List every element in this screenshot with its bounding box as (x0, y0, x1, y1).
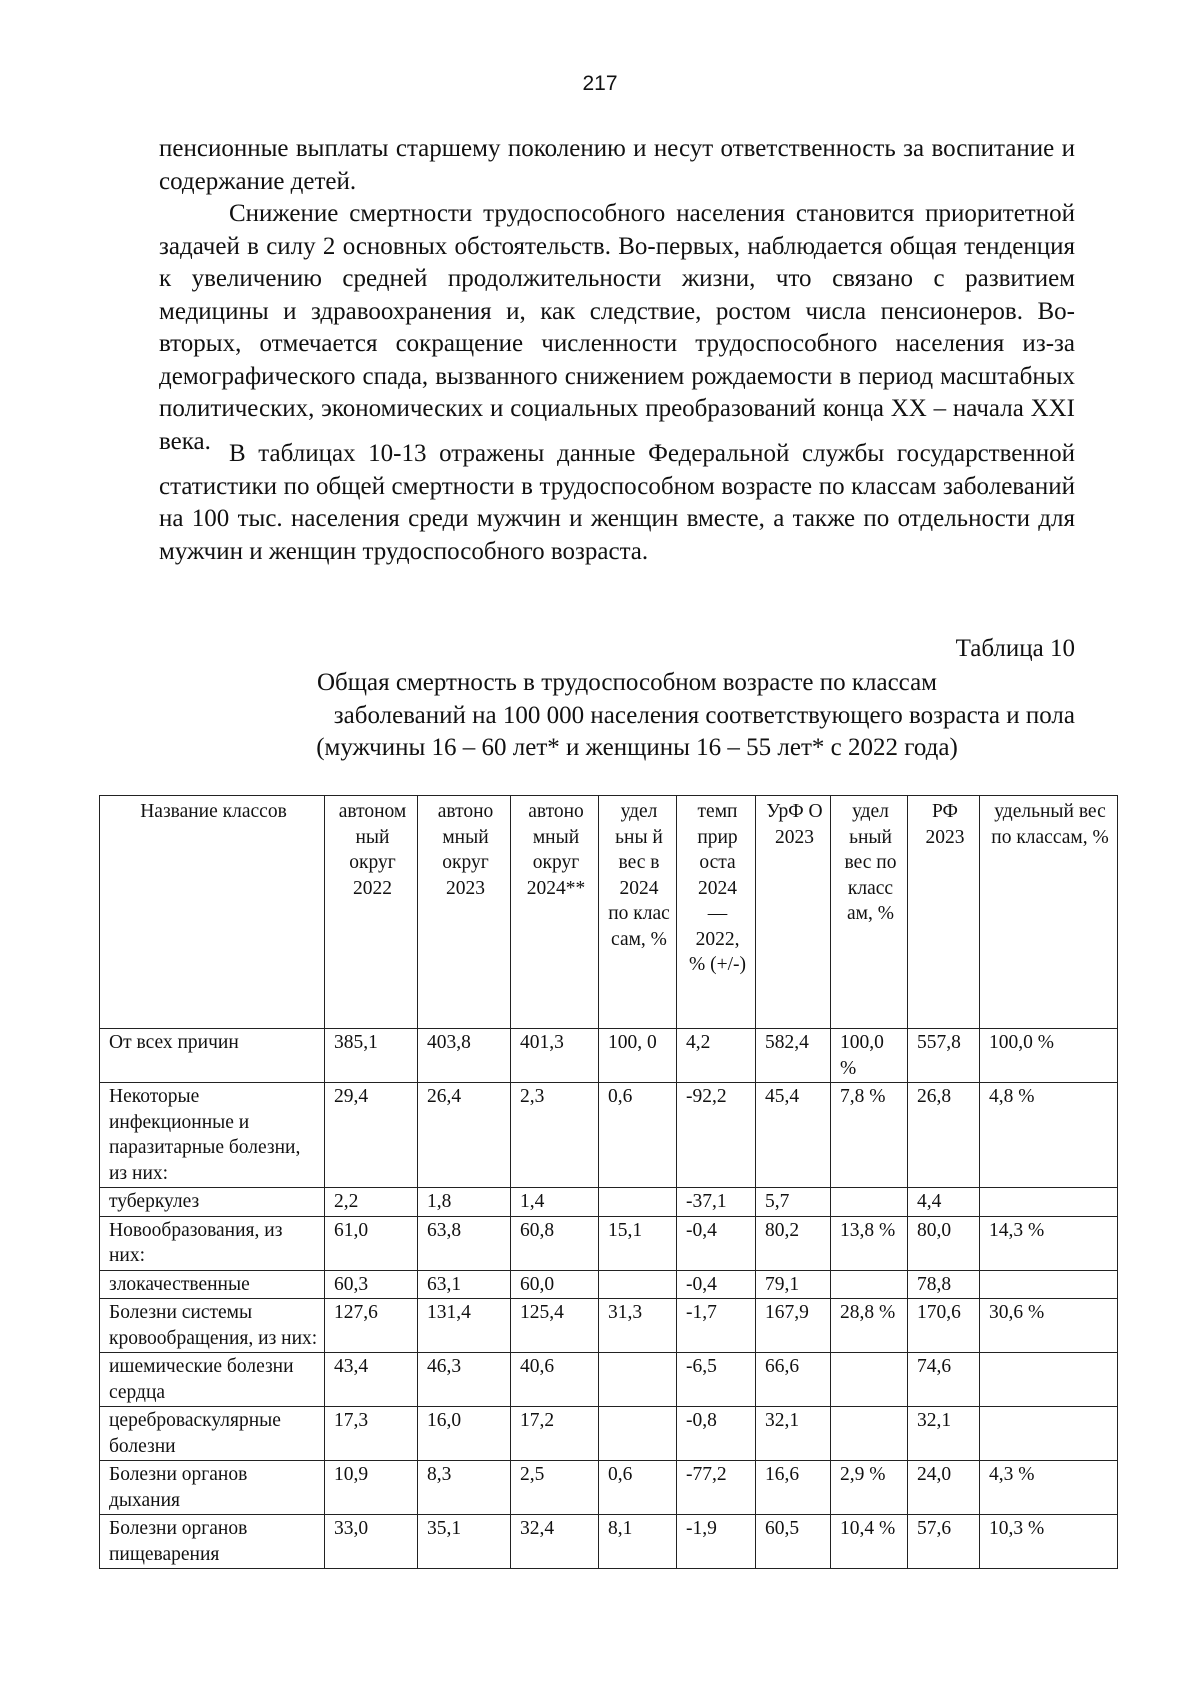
table-cell: 57,6 (908, 1515, 980, 1569)
table-cell: 100,0 % (980, 1029, 1118, 1083)
table-cell (980, 1407, 1118, 1461)
table-cell: 13,8 % (831, 1216, 908, 1270)
table-cell: 16,0 (418, 1407, 511, 1461)
table-cell: 61,0 (325, 1216, 418, 1270)
table-cell: 26,4 (418, 1083, 511, 1188)
table-cell: 74,6 (908, 1353, 980, 1407)
table-row (100, 1407, 1118, 1461)
table-body (100, 1029, 1118, 1569)
table-row (100, 1270, 1118, 1299)
table-cell: 2,9 % (831, 1461, 908, 1515)
column-header-2: автоно мный округ 2023 (418, 796, 511, 1029)
table-cell: 0,6 (599, 1083, 677, 1188)
table-row (100, 1083, 1118, 1188)
table-cell (599, 1407, 677, 1461)
row-label-cell: туберкулез (100, 1188, 325, 1217)
table-row (100, 1029, 1118, 1083)
table-title-line-2: заболеваний на 100 000 населения соответствующего возраста и пола (333, 701, 1075, 729)
table-cell: -77,2 (677, 1461, 756, 1515)
table-cell: 24,0 (908, 1461, 980, 1515)
table-label: Таблица 10 (955, 635, 1075, 662)
table-row (100, 1461, 1118, 1515)
column-header-7: удел ьный вес по класс ам, % (831, 796, 908, 1029)
table-cell: 17,2 (511, 1407, 599, 1461)
table-cell (831, 1188, 908, 1217)
column-header-4: удел ьны й вес в 2024 по клас сам, % (599, 796, 677, 1029)
table-cell: 14,3 % (980, 1216, 1118, 1270)
table-cell: 32,4 (511, 1515, 599, 1569)
table-cell: 131,4 (418, 1299, 511, 1353)
table-cell: 60,5 (756, 1515, 831, 1569)
table-title (159, 667, 1075, 765)
row-label-cell: Болезни системы кровообращения, из них: (100, 1299, 325, 1353)
table-cell: 7,8 % (831, 1083, 908, 1188)
table-cell: 2,3 (511, 1083, 599, 1188)
table-cell: 10,9 (325, 1461, 418, 1515)
table-cell: 35,1 (418, 1515, 511, 1569)
table-cell: 46,3 (418, 1353, 511, 1407)
page-number: 217 (582, 72, 618, 95)
table-cell: 30,6 % (980, 1299, 1118, 1353)
table-row (100, 1188, 1118, 1217)
table-cell: 66,6 (756, 1353, 831, 1407)
table-title-line-1: Общая смертность в трудоспособном возрасте по классам (317, 669, 937, 696)
table-cell: 60,0 (511, 1270, 599, 1299)
table-cell: 557,8 (908, 1029, 980, 1083)
table-cell: -1,9 (677, 1515, 756, 1569)
column-header-3: автоно мный округ 2024** (511, 796, 599, 1029)
column-header-5: темп прир оста 2024 — 2022, % (+/-) (677, 796, 756, 1029)
table-cell: 40,6 (511, 1353, 599, 1407)
table-cell: 125,4 (511, 1299, 599, 1353)
table-cell: 16,6 (756, 1461, 831, 1515)
table-row (100, 1299, 1118, 1353)
table-cell: -1,7 (677, 1299, 756, 1353)
table-cell: 2,5 (511, 1461, 599, 1515)
paragraph-1: пенсионные выплаты старшему поколению и несут ответственность за воспитание и содержание детей. (159, 135, 1075, 195)
table-cell: -0,8 (677, 1407, 756, 1461)
table-cell: 10,3 % (980, 1515, 1118, 1569)
table-cell: 4,8 % (980, 1083, 1118, 1188)
table-cell: 4,3 % (980, 1461, 1118, 1515)
row-label-cell: Болезни органов дыхания (100, 1461, 325, 1515)
paragraph-3: В таблицах 10-13 отражены данные Федеральной службы государственной статистики по общей смертности в трудоспособном возрасте по классам заболеваний на 100 тыс. населения среди мужчин и женщин вместе, а также по отдельности для мужчин и женщин трудоспособного возраста. (159, 440, 1075, 565)
table-cell: 15,1 (599, 1216, 677, 1270)
table-cell: -92,2 (677, 1083, 756, 1188)
table-cell: 45,4 (756, 1083, 831, 1188)
table-cell: -0,4 (677, 1270, 756, 1299)
table-cell: 167,9 (756, 1299, 831, 1353)
table-cell: 33,0 (325, 1515, 418, 1569)
table-cell: 79,1 (756, 1270, 831, 1299)
table-row (100, 1353, 1118, 1407)
table-cell: 63,1 (418, 1270, 511, 1299)
table-cell: 170,6 (908, 1299, 980, 1353)
column-header-8: РФ 2023 (908, 796, 980, 1029)
table-cell: 127,6 (325, 1299, 418, 1353)
row-label-cell: Новообразования, из них: (100, 1216, 325, 1270)
table-cell: 10,4 % (831, 1515, 908, 1569)
table-cell: 78,8 (908, 1270, 980, 1299)
table-cell: 5,7 (756, 1188, 831, 1217)
row-label-cell: От всех причин (100, 1029, 325, 1083)
table-cell: 80,2 (756, 1216, 831, 1270)
table-cell: 2,2 (325, 1188, 418, 1217)
row-label-cell: злокачественные (100, 1270, 325, 1299)
table-cell: 4,2 (677, 1029, 756, 1083)
table-cell: 31,3 (599, 1299, 677, 1353)
table-cell (980, 1188, 1118, 1217)
table-cell: 385,1 (325, 1029, 418, 1083)
column-header-0: Название классов (100, 796, 325, 1029)
table-cell (831, 1353, 908, 1407)
table-cell: 4,4 (908, 1188, 980, 1217)
row-label-cell: цереброваскулярные болезни (100, 1407, 325, 1461)
row-label-cell: Болезни органов пищеварения (100, 1515, 325, 1569)
table-cell (980, 1270, 1118, 1299)
column-header-6: УрФ О 2023 (756, 796, 831, 1029)
table-cell: 403,8 (418, 1029, 511, 1083)
table-cell: -0,4 (677, 1216, 756, 1270)
table-cell: -37,1 (677, 1188, 756, 1217)
table-cell: 28,8 % (831, 1299, 908, 1353)
table-cell (980, 1353, 1118, 1407)
table-cell: 100, 0 (599, 1029, 677, 1083)
table-cell: -6,5 (677, 1353, 756, 1407)
row-label-cell: Некоторые инфекционные и паразитарные болезни, из них: (100, 1083, 325, 1188)
table-cell: 1,8 (418, 1188, 511, 1217)
table-cell: 32,1 (756, 1407, 831, 1461)
table-cell: 29,4 (325, 1083, 418, 1188)
table-cell: 80,0 (908, 1216, 980, 1270)
table-cell (599, 1353, 677, 1407)
table-cell: 8,1 (599, 1515, 677, 1569)
table-cell: 0,6 (599, 1461, 677, 1515)
table-cell (831, 1407, 908, 1461)
table-title-line-3: (мужчины 16 – 60 лет* и женщины 16 – 55 лет* с 2022 года) (316, 734, 958, 761)
table-cell: 17,3 (325, 1407, 418, 1461)
table-cell: 8,3 (418, 1461, 511, 1515)
table-header-row (100, 796, 1118, 1029)
table-cell: 100,0 % (831, 1029, 908, 1083)
table-cell: 401,3 (511, 1029, 599, 1083)
table-cell (599, 1270, 677, 1299)
mortality-table (99, 795, 1118, 1569)
table-cell: 60,3 (325, 1270, 418, 1299)
column-header-1: автоном ный округ 2022 (325, 796, 418, 1029)
table-cell: 60,8 (511, 1216, 599, 1270)
table-row (100, 1216, 1118, 1270)
table-cell (831, 1270, 908, 1299)
row-label-cell: ишемические болезни сердца (100, 1353, 325, 1407)
table-cell: 32,1 (908, 1407, 980, 1461)
table-row (100, 1515, 1118, 1569)
table-cell: 43,4 (325, 1353, 418, 1407)
table-cell: 1,4 (511, 1188, 599, 1217)
table-cell (599, 1188, 677, 1217)
column-header-9: удельный вес по классам, % (980, 796, 1118, 1029)
paragraph-2: Снижение смертности трудоспособного населения становится приоритетной задачей в силу 2 основных обстоятельств. Во-первых, наблюдается общая тенденция к увеличению средней продолжительности жизни, что связано с развитием медицины и здравоохранения и, как следствие, ростом числа пенсионеров. Во-вторых, отмечается сокращение численности трудоспособного населения из-за демографического спада, вызванного снижением рождаемости в период масштабных политических, экономических и социальных преобразований конца XX – начала XXI века. (159, 200, 1075, 455)
table-cell: 26,8 (908, 1083, 980, 1188)
table-cell: 63,8 (418, 1216, 511, 1270)
table-cell: 582,4 (756, 1029, 831, 1083)
